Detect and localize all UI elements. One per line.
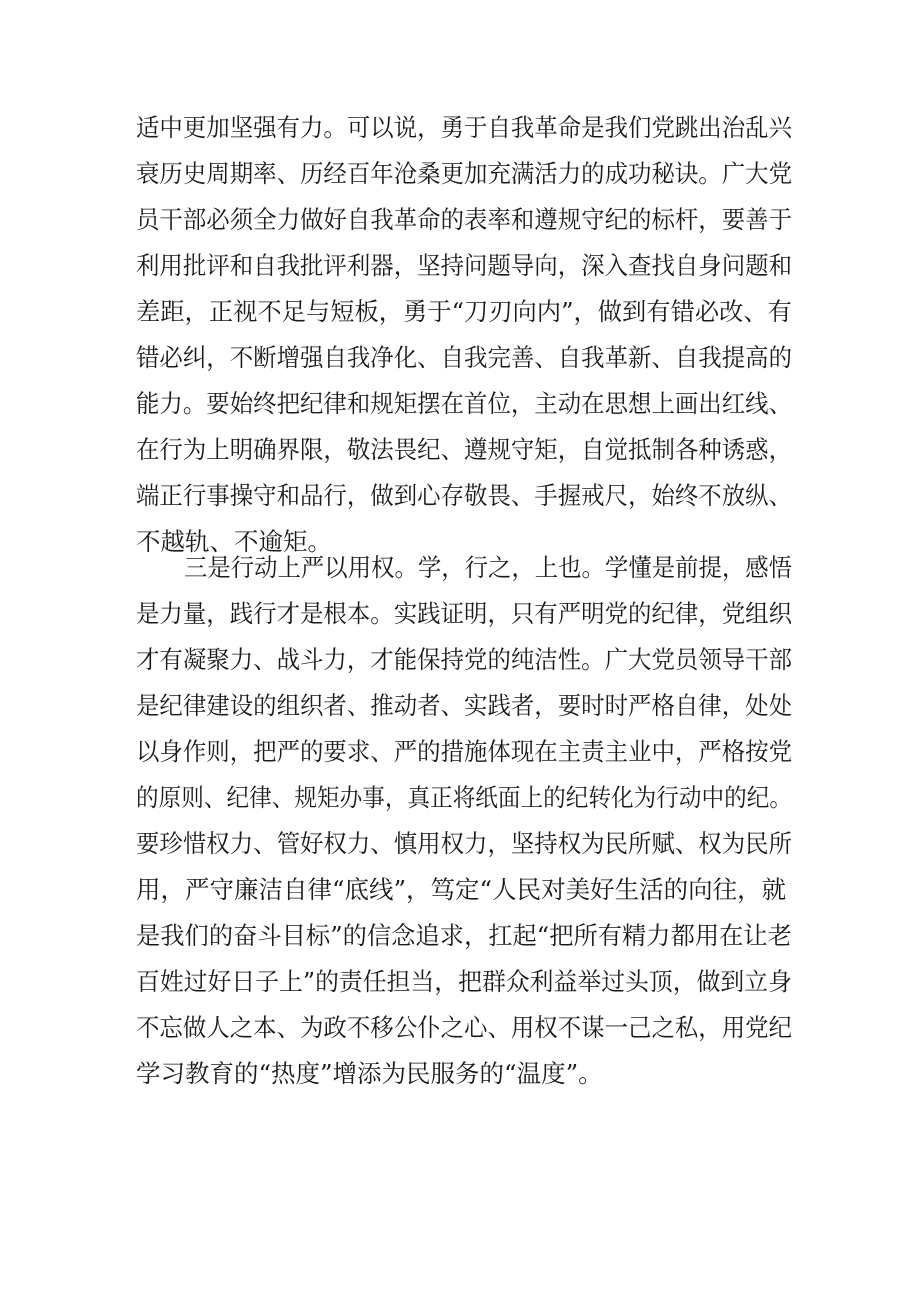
text-line: 是我们的奋斗目标”的信念追求，扛起“把所有精力都用在让老 (136, 921, 792, 950)
text-line: 差距，正视不足与短板，勇于“刀刃向内”，做到有错必改、有 (136, 297, 792, 326)
text-line: 是力量，践行才是根本。实践证明，只有严明党的纪律，党组织 (136, 599, 793, 628)
text-line: 不越轨、不逾矩。 (136, 527, 332, 556)
text-line: 能力。要始终把纪律和规矩摆在首位，主动在思想上画出红线、 (136, 389, 793, 418)
text-line: 要珍惜权力、管好权力、慎用权力，坚持权为民所赋、权为民所 (136, 829, 793, 858)
text-line: 利用批评和自我批评利器，坚持问题导向，深入查找自身问题和 (136, 251, 793, 280)
text-line: 的原则、纪律、规矩办事，真正将纸面上的纪转化为行动中的纪。 (136, 783, 793, 812)
text-line: 用，严守廉洁自律“底线”，笃定“人民对美好生活的向往，就 (136, 875, 787, 904)
text-line: 端正行事操守和品行，做到心存敬畏、手握戒尺，始终不放纵、 (136, 481, 793, 510)
text-line: 以身作则，把严的要求、严的措施体现在主责主业中，严格按党 (136, 737, 793, 766)
text-line: 学习教育的“热度”增添为民服务的“温度”。 (136, 1059, 603, 1088)
text-line: 百姓过好日子上”的责任担当，把群众利益举过头顶，做到立身 (136, 967, 792, 996)
text-line: 三是行动上严以用权。学，行之，上也。学懂是前提，感悟 (184, 553, 793, 582)
text-line: 才有凝聚力、战斗力，才能保持党的纯洁性。广大党员领导干部 (136, 645, 793, 674)
text-line: 不忘做人之本、为政不移公仆之心、用权不谋一己之私，用党纪 (136, 1013, 793, 1042)
text-line: 是纪律建设的组织者、推动者、实践者，要时时严格自律，处处 (136, 691, 793, 720)
text-line: 员干部必须全力做好自我革命的表率和遵规守纪的标杆，要善于 (136, 205, 793, 234)
text-line: 在行为上明确界限，敬法畏纪、遵规守矩，自觉抵制各种诱惑， (136, 435, 793, 464)
text-line: 错必纠，不断增强自我净化、自我完善、自我革新、自我提高的 (136, 343, 793, 372)
text-line: 适中更加坚强有力。可以说，勇于自我革命是我们党跳出治乱兴 (136, 113, 793, 142)
text-line: 衰历史周期率、历经百年沧桑更加充满活力的成功秘诀。广大党 (136, 159, 793, 188)
